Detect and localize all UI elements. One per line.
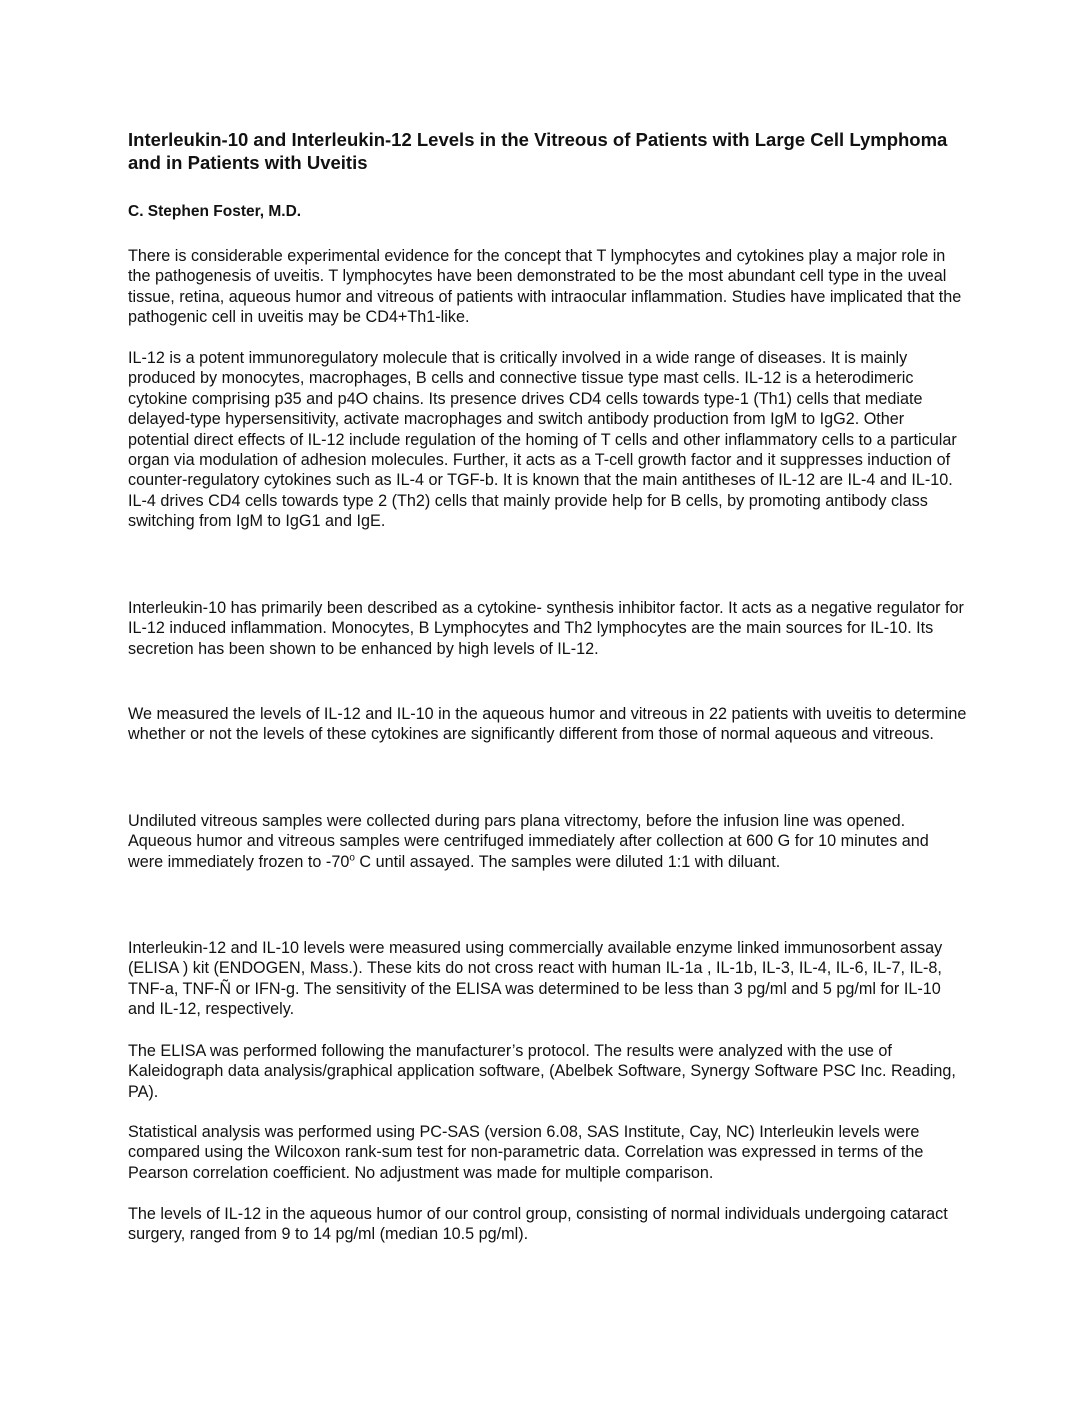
samples-text-after: C until assayed. The samples were diluted 1:1 with diluant. xyxy=(354,852,781,871)
paragraph-il12: IL-12 is a potent immunoregulatory molecule that is critically involved in a wide range of diseases. It is mainly produced by monocytes, macrophages, B cells and connective tissue type mast cells. IL-12 is a heterodimeric cytokine comprising p35 and p4O chains. Its presence drives CD4 cells towards type-1 (Th1) cells that mediate delayed-type hypersensitivity, activate macrophages and switch antibody production from IgM to IgG2. Other potential direct effects of IL-12 include regulation of the homing of T cells and other inflammatory cells to a particular organ via modulation of adhesion molecules. Further, it acts as a T-cell growth factor and it suppresses induction of counter-regulatory cytokines such as IL-4 or TGF-b. It is known that the main antitheses of IL-12 are IL-4 and IL-10. IL-4 drives CD4 cells towards type 2 (Th2) cells that mainly provide help for B cells, by promoting antibody class switching from IgM to IgG1 and IgE. xyxy=(128,349,957,531)
paragraph-results: The levels of IL-12 in the aqueous humor of our control group, consisting of normal individuals undergoing cataract surgery, ranged from 9 to 14 pg/ml (median 10.5 pg/ml). xyxy=(128,1205,948,1244)
paragraph-samples xyxy=(128,811,968,872)
degree-symbol: o xyxy=(349,852,355,864)
paragraph-elisa-protocol: The ELISA was performed following the manufacturer’s protocol. The results were analyzed with the use of Kaleidograph data analysis/graphical application software, (Abelbek Software, Synergy Software PSC Inc. Reading, PA). xyxy=(128,1042,956,1101)
paragraph-statistics: Statistical analysis was performed using PC-SAS (version 6.08, SAS Institute, Cay, NC) Interleukin levels were compared using the Wilcoxon rank-sum test for non-parametric data. Correlation was expressed in terms of the Pearson correlation coefficient. No adjustment was made for multiple comparison. xyxy=(128,1123,924,1182)
paragraph-measurement: We measured the levels of IL-12 and IL-10 in the aqueous humor and vitreous in 22 patients with uveitis to determine whether or not the levels of these cytokines are significantly different from those of normal aqueous and vitreous. xyxy=(128,705,967,744)
paragraph-il10: Interleukin-10 has primarily been described as a cytokine- synthesis inhibitor factor. It acts as a negative regulator for IL-12 induced inflammation. Monocytes, B Lymphocytes and Th2 lymphocytes are the main sources for IL-10. Its secretion has been shown to be enhanced by high levels of IL-12. xyxy=(128,599,964,658)
samples-text-before: Undiluted vitreous samples were collected during pars plana vitrectomy, before the infusion line was opened. Aqueous humor and vitreous samples were centrifuged immediately after collection at 600 G for 10 minutes and were immediately frozen to -70 xyxy=(128,812,929,871)
author-name: C. Stephen Foster, M.D. xyxy=(128,203,302,220)
document-title: Interleukin-10 and Interleukin-12 Levels in the Vitreous of Patients with Large Cell Lymphoma and in Patients with Uveitis xyxy=(128,129,948,173)
paragraph-intro: There is considerable experimental evidence for the concept that T lymphocytes and cytokines play a major role in the pathogenesis of uveitis. T lymphocytes have been demonstrated to be the most abundant cell type in the uveal tissue, retina, aqueous humor and vitreous of patients with intraocular inflammation. Studies have implicated that the pathogenic cell in uveitis may be CD4+Th1-like. xyxy=(128,247,962,327)
paragraph-elisa-kit: Interleukin-12 and IL-10 levels were measured using commercially available enzyme linked immunosorbent assay (ELISA ) kit (ENDOGEN, Mass.). These kits do not cross react with human IL-1a , IL-1b, IL-3, IL-4, IL-6, IL-7, IL-8, TNF-a, TNF-Ñ or IFN-g. The sensitivity of the ELISA was determined to be less than 3 pg/ml and 5 pg/ml for IL-10 and IL-12, respectively. xyxy=(128,939,943,1019)
